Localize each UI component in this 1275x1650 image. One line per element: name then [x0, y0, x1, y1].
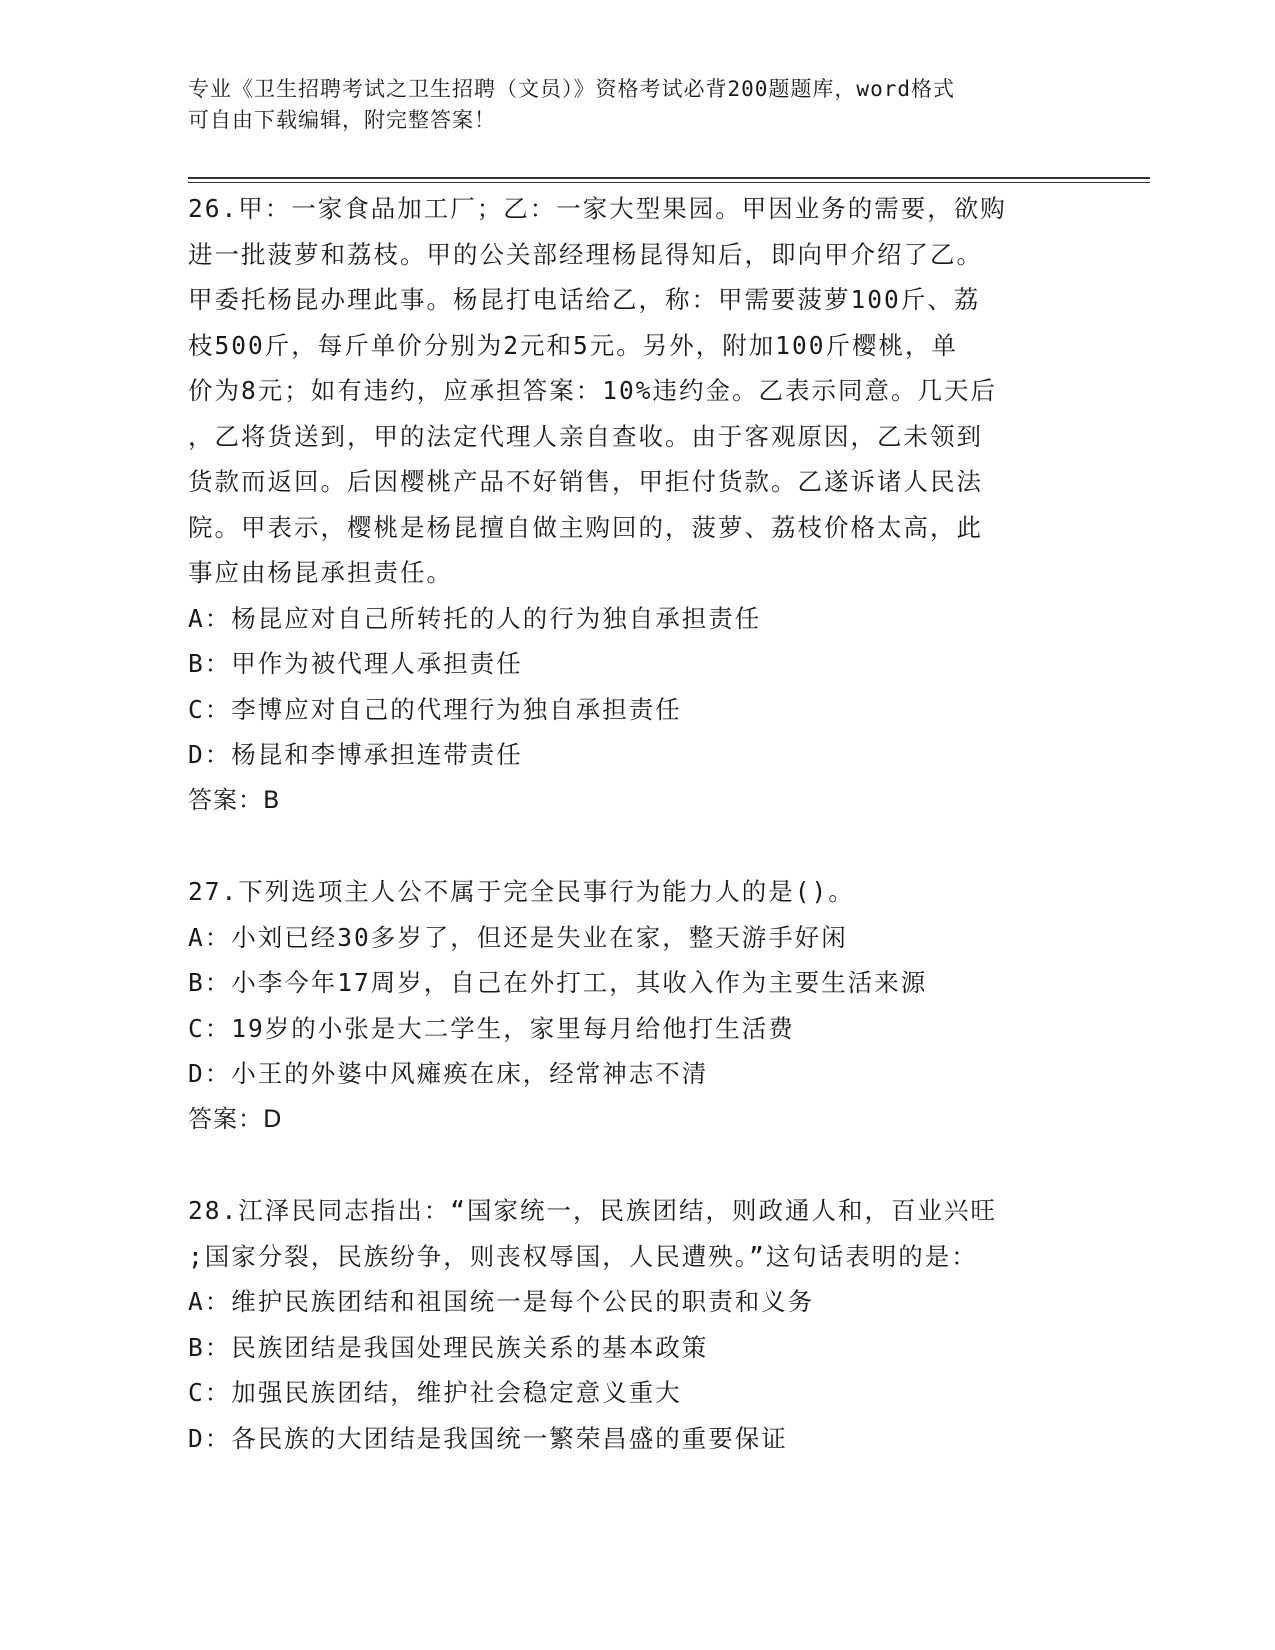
question-stem-line: 价为8元；如有违约，应承担答案：10%违约金。乙表示同意。几天后	[188, 376, 997, 405]
question-stem-line: 事应由杨昆承担责任。	[188, 558, 453, 587]
option-d: D：各民族的大团结是我国统一繁荣昌盛的重要保证	[188, 1423, 788, 1453]
option-c: C：加强民族团结，维护社会稳定意义重大	[188, 1378, 682, 1407]
option-a: A：小刘已经30多岁了，但还是失业在家，整天游手好闲	[188, 922, 848, 952]
question-28	[188, 1188, 1088, 1461]
header-rule-thick	[188, 177, 1150, 179]
question-26	[188, 186, 1088, 823]
question-stem-line: 枝500斤，每斤单价分别为2元和5元。另外，附加100斤樱桃，单	[188, 330, 958, 360]
question-27	[188, 869, 1088, 1142]
question-list	[188, 186, 1088, 1461]
question-stem-line: 院。甲表示，樱桃是杨昆擅自做主购回的，菠萝、荔枝价格太高，此	[188, 512, 983, 542]
answer-label: 答案：D	[188, 1104, 283, 1133]
spacer	[188, 823, 1088, 869]
question-stem-line: 甲委托杨昆办理此事。杨昆打电话给乙，称：甲需要菠萝100斤、荔	[188, 285, 981, 314]
spacer	[188, 1142, 1088, 1188]
option-b: B：甲作为被代理人承担责任	[188, 649, 523, 678]
question-stem-line: 27.下列选项主人公不属于完全民事行为能力人的是()。	[188, 877, 855, 906]
option-d: D：杨昆和李博承担连带责任	[188, 740, 523, 769]
document-header	[188, 74, 1078, 136]
header-rule-thin	[188, 182, 1150, 183]
question-stem-line: 货款而返回。后因樱桃产品不好销售，甲拒付货款。乙遂诉诸人民法	[188, 467, 983, 496]
option-a: A：杨昆应对自己所转托的人的行为独自承担责任	[188, 603, 762, 633]
option-b: B：小李今年17周岁，自己在外打工，其收入作为主要生活来源	[188, 968, 928, 997]
question-stem-line: 26.甲：一家食品加工厂；乙：一家大型果园。甲因业务的需要，欲购	[188, 194, 1007, 223]
option-d: D：小王的外婆中风瘫痪在床，经常神志不清	[188, 1059, 709, 1088]
option-c: C：李博应对自己的代理行为独自承担责任	[188, 694, 682, 724]
question-stem-line: ，乙将货送到，甲的法定代理人亲自查收。由于客观原因，乙未领到	[188, 421, 983, 451]
question-stem-line: 进一批菠萝和荔枝。甲的公关部经理杨昆得知后，即向甲介绍了乙。	[188, 239, 983, 269]
header-line-1: 专业《卫生招聘考试之卫生招聘（文员）》资格考试必背200题题库，word格式	[188, 77, 955, 101]
answer-label: 答案：B	[188, 785, 281, 814]
option-a: A：维护民族团结和祖国统一是每个公民的职责和义务	[188, 1287, 815, 1316]
option-b: B：民族团结是我国处理民族关系的基本政策	[188, 1332, 709, 1362]
header-line-2: 可自由下载编辑，附完整答案！	[188, 108, 496, 132]
question-stem-line: ;国家分裂，民族纷争，则丧权辱国，人民遭殃。”这句话表明的是：	[188, 1241, 978, 1271]
question-stem-line: 28.江泽民同志指出：“国家统一，民族团结，则政通人和，百业兴旺	[188, 1196, 997, 1225]
option-c: C：19岁的小张是大二学生，家里每月给他打生活费	[188, 1013, 795, 1043]
